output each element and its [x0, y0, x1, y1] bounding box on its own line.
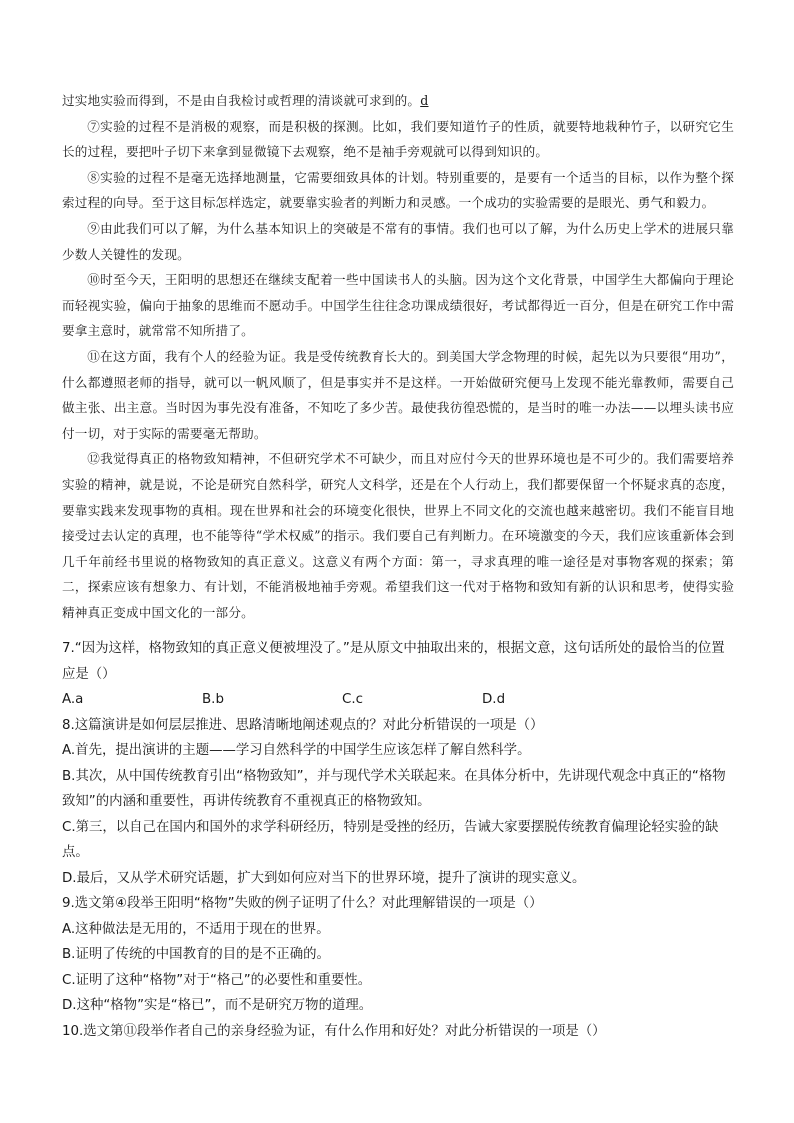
paragraph-10: ⑩时至今天，王阳明的思想还在继续支配着一些中国读书人的头脑。因为这个文化背景，中国学生大都偏向于理论而轻视实验，偏向于抽象的思维而不愿动手。中国学生往往念功课成绩很好，考试都得近一百分，但是在研究工作中需要拿主意时，就常常不知所措了。 — [62, 272, 734, 339]
q9-option-a: A.这种做法是无用的，不适用于现在的世界。 — [62, 921, 330, 937]
question-7-stem: 7.“因为这样，格物致知的真正意义便被埋没了。”是从原文中抽取出来的，根据文意，这句话所处的最恰当的位置应是（） — [62, 641, 725, 682]
q7-option-d: D.d — [482, 692, 506, 707]
q8-option-c: C.第三，以自己在国内和国外的求学科研经历，特别是受挫的经历，告诫大家要摆脱传统教育偏理论轻实验的缺点。 — [62, 819, 719, 860]
questions-section — [62, 636, 734, 1044]
position-mark-d: d — [420, 93, 429, 108]
reading-passage — [62, 88, 734, 625]
q8-option-b: B.其次，从中国传统教育引出“格物致知”，并与现代学术关联起来。在具体分析中，先讲现代观念中真正的“格物致知”的内涵和重要性，再讲传统教育不重视真正的格物致知。 — [62, 768, 726, 809]
question-10-stem: 10.选文第⑪段举作者自己的亲身经验为证，有什么作用和好处？对此分析错误的一项是（） — [62, 1023, 606, 1039]
q7-option-c: C.c — [342, 692, 363, 707]
question-9-stem: 9.选文第④段举王阳明“格物”失败的例子证明了什么？对此理解错误的一项是（） — [62, 896, 543, 911]
question-7-options — [62, 687, 622, 713]
passage-continued-text: 过实地实验而得到，不是由自我检讨或哲理的清谈就可求到的。 — [62, 93, 421, 108]
passage-line-continued — [62, 88, 734, 114]
paragraph-12: ⑫我觉得真正的格物致知精神，不但研究学术不可缺少，而且对应付今天的世界环境也是不可少的。我们需要培养实验的精神，就是说，不论是研究自然科学，研究人文科学，还是在个人行动上，我们都要保留一个怀疑求真的态度，要靠实践来发现事物的真相。现在世界和社会的环境变化很快，世界上不同文化的交流也越来越密切。我们不能盲目地接受过去认定的真理，也不能等待“学术权威”的指示。我们要自己有判断力。在环境激变的今天，我们应该重新体会到几千年前经书里说的格物致知的真正意义。这意义有两个方面：第一，寻求真理的唯一途径是对事物客观的探索；第二，探索应该有想象力、有计划，不能消极地袖手旁观。希望我们这一代对于格物和致知有新的认识和思考，使得实验精神真正变成中国文化的一部分。 — [62, 451, 734, 620]
question-8-stem: 8.这篇演讲是如何层层推进、思路清晰地阐述观点的？对此分析错误的一项是（） — [62, 717, 544, 733]
q7-option-a: A.a — [62, 692, 84, 707]
q9-option-d: D.这种“格物”实是“格已”，而不是研究万物的道理。 — [62, 998, 373, 1013]
q7-option-b: B.b — [202, 692, 224, 707]
paragraph-11: ⑪在这方面，我有个人的经验为证。我是受传统教育长大的。到美国大学念物理的时候，起先以为只要很“用功”，什么都遵照老师的指导，就可以一帆风顺了，但是事实并不是这样。一开始做研究便马上发现不能光靠教师，需要自己做主张、出主意。当时因为事先没有准备，不知吃了多少苦。最使我彷徨恐慌的，是当时的唯一办法——以埋头读书应付一切，对于实际的需要毫无帮助。 — [62, 348, 734, 441]
q8-option-a: A.首先，提出演讲的主题——学习自然科学的中国学生应该怎样了解自然科学。 — [62, 743, 531, 758]
q9-option-c: C.证明了这种“格物”对于“格己”的必要性和重要性。 — [62, 972, 372, 988]
q8-option-d: D.最后，又从学术研究话题，扩大到如何应对当下的世界环境，提升了演讲的现实意义。 — [62, 870, 586, 886]
paragraph-9: ⑨由此我们可以了解，为什么基本知识上的突破是不常有的事情。我们也可以了解，为什么历史上学术的进展只靠少数人关键性的发现。 — [62, 220, 734, 262]
paragraph-8: ⑧实验的过程不是毫无选择地测量，它需要细致具体的计划。特别重要的，是要有一个适当的目标，以作为整个探索过程的向导。至于这目标怎样选定，就要靠实验者的判断力和灵感。一个成功的实验需要的是眼光、勇气和毅力。 — [62, 169, 734, 211]
paragraph-7: ⑦实验的过程不是消极的观察，而是积极的探测。比如，我们要知道竹子的性质，就要特地栽种竹子，以研究它生长的过程，要把叶子切下来拿到显微镜下去观察，绝不是袖手旁观就可以得到知识的。 — [62, 118, 734, 160]
q9-option-b: B.证明了传统的中国教育的目的是不正确的。 — [62, 947, 330, 962]
